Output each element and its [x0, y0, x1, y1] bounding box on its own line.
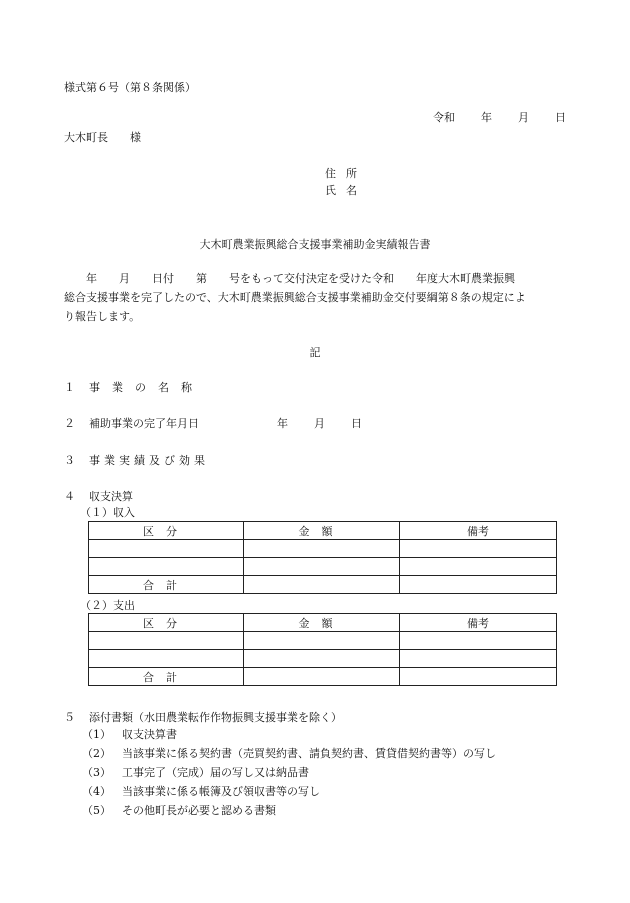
table-row	[89, 650, 557, 668]
income-table	[88, 521, 557, 594]
list-item	[82, 726, 177, 742]
attachment-text: 収支決算書	[122, 728, 177, 741]
income-header-row	[89, 522, 557, 540]
address-label: 住所	[325, 167, 367, 180]
attachments-heading-text: 添付書類（水田農業転作作物振興支援事業を除く）	[89, 711, 342, 724]
expense-cell[interactable]	[89, 632, 244, 650]
item-3	[64, 452, 209, 468]
attachments-heading-number: ５	[64, 711, 75, 724]
item-4-number: ４	[64, 490, 75, 503]
income-total-row	[89, 576, 557, 594]
item-1-number: １	[64, 381, 75, 394]
attachment-text: 工事完了（完成）届の写し又は納品書	[122, 766, 309, 779]
expense-total-label: 合計	[89, 668, 244, 686]
expense-header-amount: 金額	[244, 614, 400, 632]
item-2-number: ２	[64, 417, 75, 430]
attachment-number: （1）	[82, 728, 111, 741]
expense-cell[interactable]	[400, 668, 557, 686]
list-item	[82, 745, 496, 761]
item-3-number: ３	[64, 454, 75, 467]
body-line-1: 年 月 日付 第 号をもって交付決定を受けた令和 年度大木町農業振興	[64, 272, 515, 285]
addressee: 大木町長 様	[64, 131, 141, 144]
date-day: 日	[555, 111, 566, 124]
body-line-3: り報告します。	[64, 310, 141, 323]
table-row	[89, 558, 557, 576]
expense-header-remarks: 備考	[400, 614, 557, 632]
date-era: 令和	[433, 111, 455, 124]
expense-cell[interactable]	[400, 650, 557, 668]
date-month: 月	[518, 111, 529, 124]
attachment-text: その他町長が必要と認める書類	[122, 804, 276, 817]
item-4-label: 収支決算	[89, 490, 133, 503]
income-cell[interactable]	[244, 558, 400, 576]
item-4	[64, 488, 133, 504]
income-header-category: 区分	[89, 522, 244, 540]
expense-cell[interactable]	[244, 632, 400, 650]
table-row	[89, 632, 557, 650]
item-1	[64, 379, 204, 395]
income-caption: （１）収入	[80, 506, 135, 519]
item-2	[64, 415, 362, 431]
name-label: 氏名	[325, 184, 367, 197]
body-line-2: 総合支援事業を完了したので、大木町農業振興総合支援事業補助金交付要綱第８条の規定によ	[64, 291, 526, 304]
table-row	[89, 540, 557, 558]
attachment-number: （2）	[82, 747, 111, 760]
expense-caption: （２）支出	[80, 599, 135, 612]
item-2-day: 日	[351, 417, 362, 430]
item-1-label: 事業の名称	[89, 381, 204, 394]
income-cell[interactable]	[244, 576, 400, 594]
attachment-number: （3）	[82, 766, 111, 779]
income-cell[interactable]	[244, 540, 400, 558]
expense-header-category: 区分	[89, 614, 244, 632]
form-number: 様式第６号（第８条関係）	[64, 81, 196, 94]
expense-cell[interactable]	[400, 632, 557, 650]
income-cell[interactable]	[400, 540, 557, 558]
report-body	[64, 269, 567, 326]
item-3-label: 事業実績及び効果	[89, 454, 209, 467]
expense-cell[interactable]	[89, 650, 244, 668]
income-cell[interactable]	[400, 558, 557, 576]
expense-total-row	[89, 668, 557, 686]
list-item	[82, 764, 309, 780]
document-title: 大木町農業振興総合支援事業補助金実績報告書	[199, 238, 431, 251]
income-header-remarks: 備考	[400, 522, 557, 540]
expense-cell[interactable]	[244, 668, 400, 686]
expense-header-row	[89, 614, 557, 632]
ki-heading: 記	[309, 346, 321, 359]
expense-table	[88, 613, 557, 686]
attachments-heading	[64, 709, 342, 725]
item-2-year: 年	[277, 417, 288, 430]
list-item	[82, 783, 320, 799]
income-header-amount: 金額	[244, 522, 400, 540]
income-cell[interactable]	[89, 540, 244, 558]
attachment-number: （4）	[82, 785, 111, 798]
income-total-label: 合計	[89, 576, 244, 594]
attachment-text: 当該事業に係る帳簿及び領収書等の写し	[122, 785, 320, 798]
date-year: 年	[481, 111, 492, 124]
attachment-number: （5）	[82, 804, 111, 817]
list-item	[82, 802, 276, 818]
item-2-label: 補助事業の完了年月日	[89, 417, 199, 430]
income-cell[interactable]	[89, 558, 244, 576]
income-cell[interactable]	[400, 576, 557, 594]
item-2-month: 月	[314, 417, 325, 430]
expense-cell[interactable]	[244, 650, 400, 668]
attachment-text: 当該事業に係る契約書（売買契約書、請負契約書、賃貸借契約書等）の写し	[122, 747, 496, 760]
date-line	[433, 109, 566, 125]
